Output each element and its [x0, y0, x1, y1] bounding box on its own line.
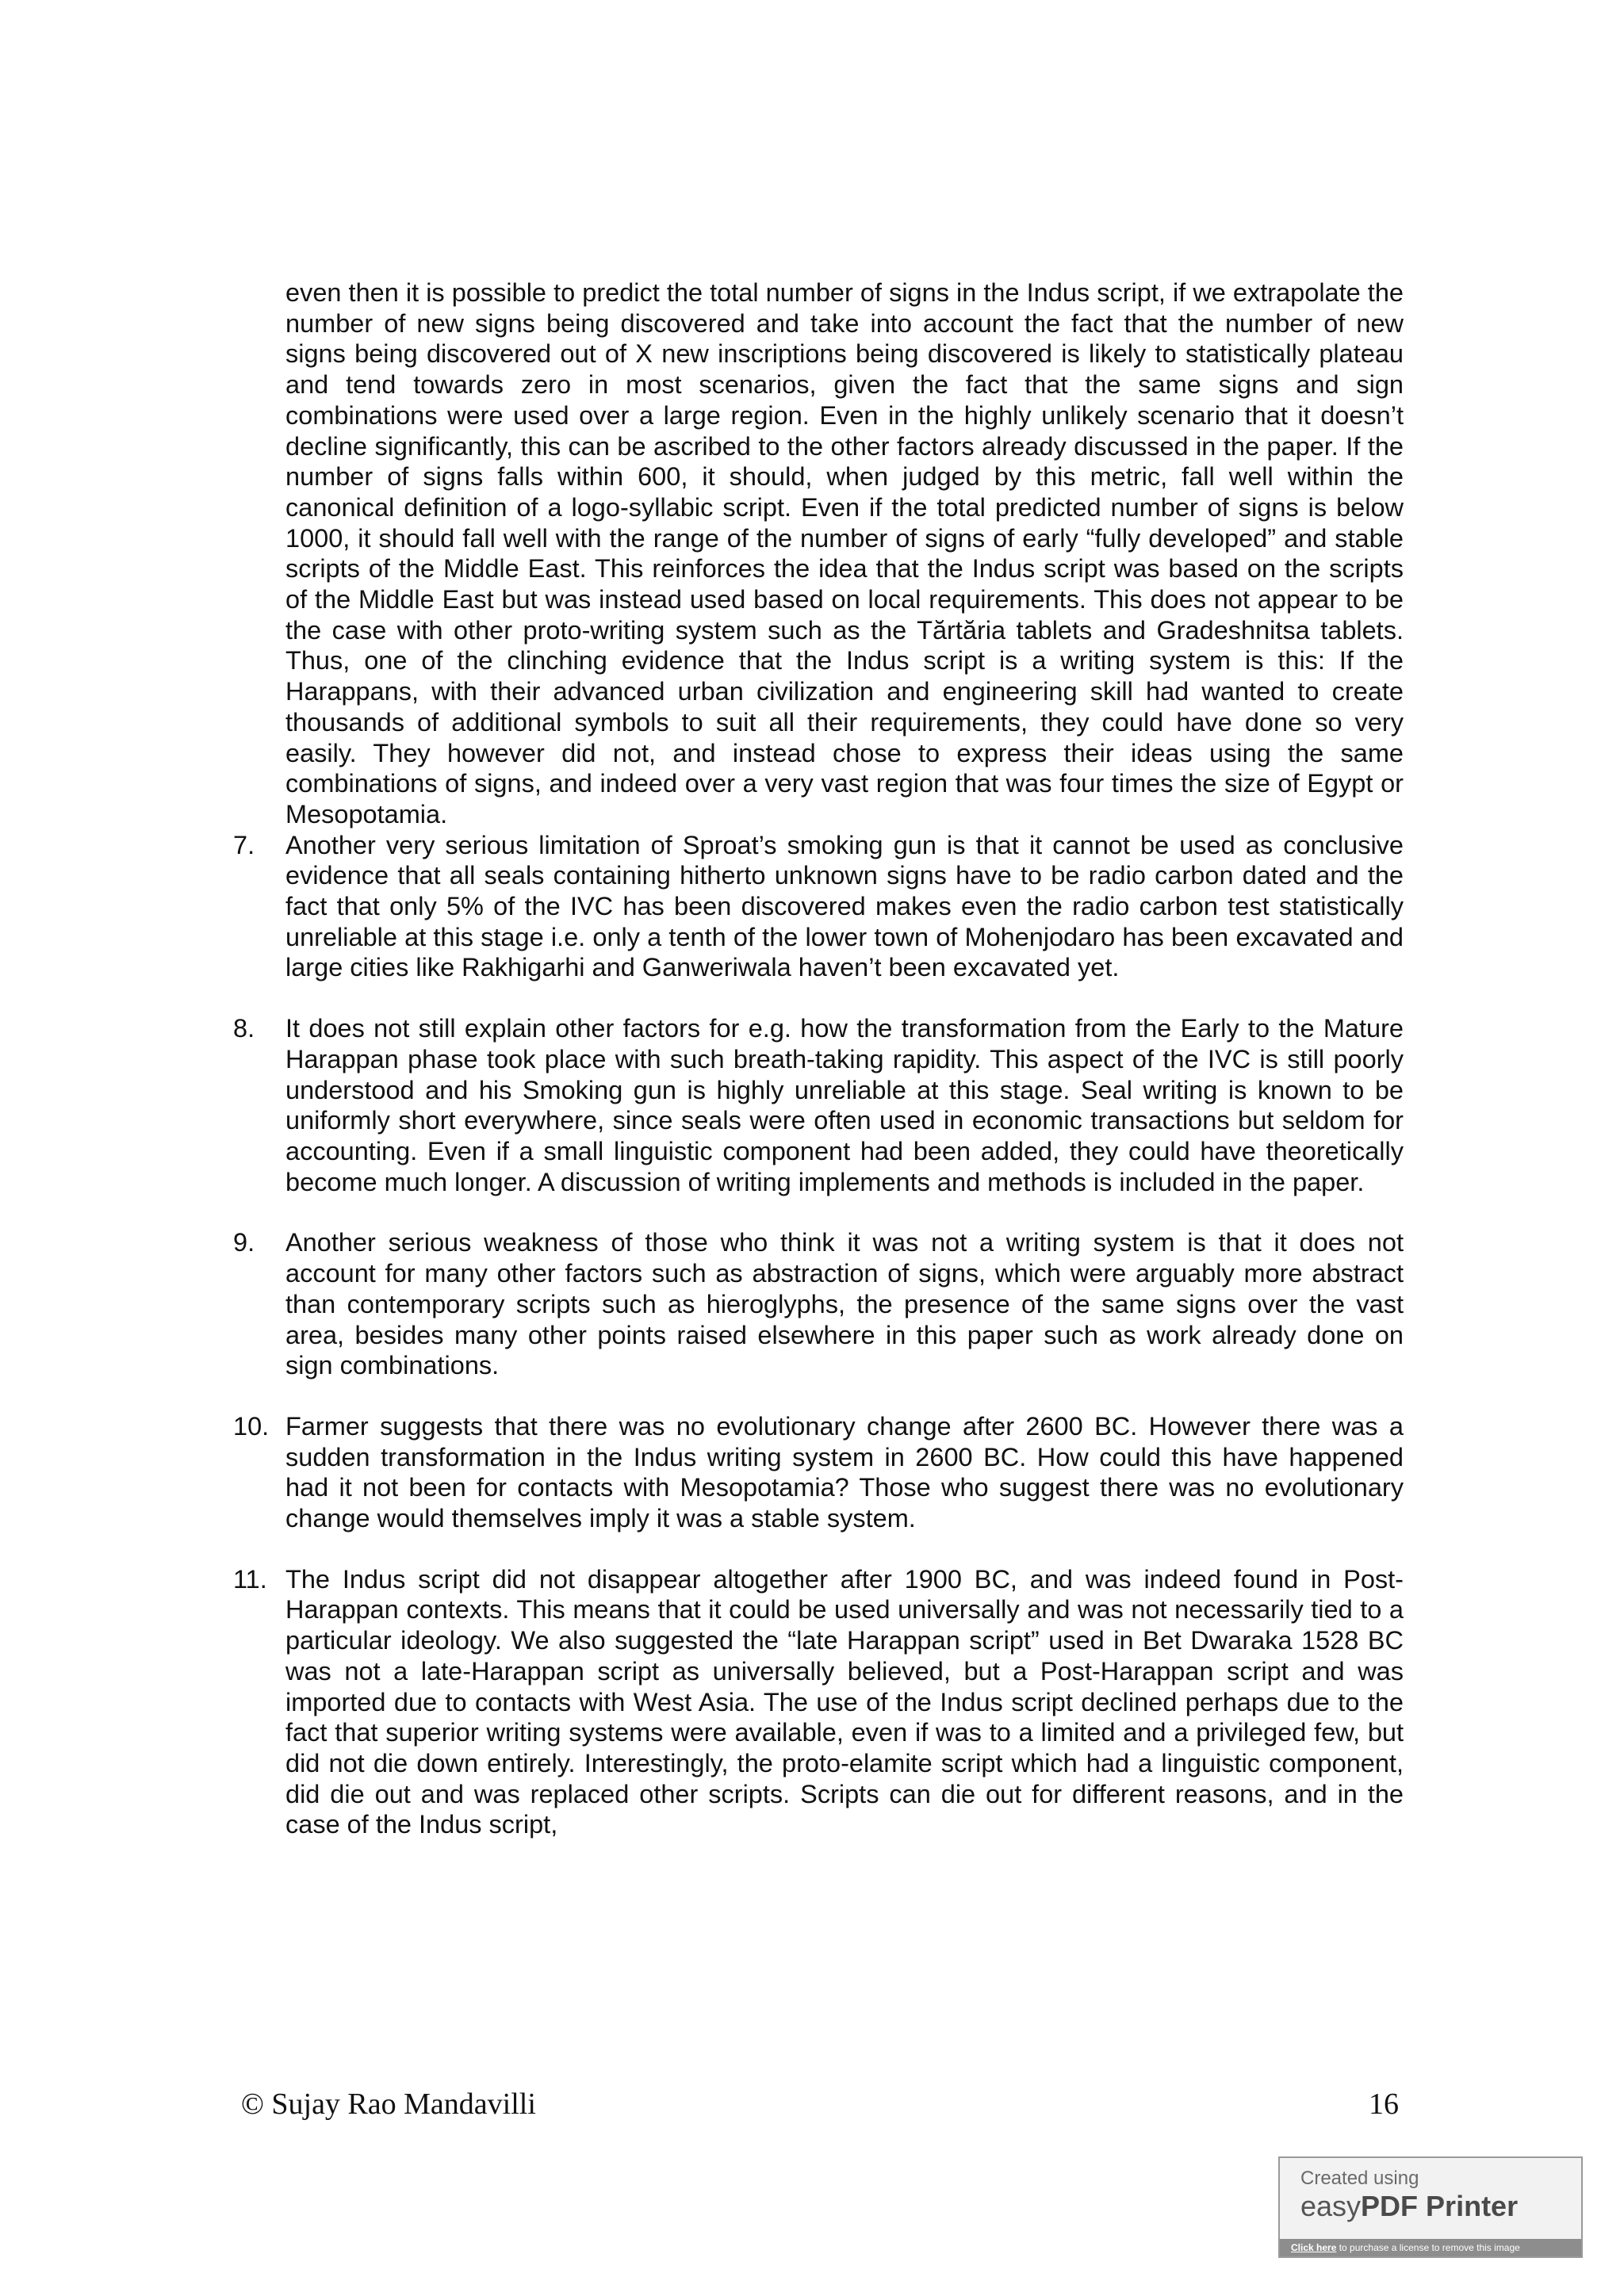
- list-item-text: The Indus script did not disappear altogether after 1900 BC, and was indeed found in Post-Harappan contexts. This means that it could be used universally and was not necessarily tied to a particular ideology. We also suggested the “late Harappan script” used in Bet Dwaraka 1528 BC was not a late-Harappan script as universally believed, but a Post-Harappan script and was imported due to contacts with West Asia. The use of the Indus script declined perhaps due to the fact that superior writing systems were available, even if was to a limited and a privileged few, but did not die down entirely. Interestingly, the proto-elamite script which had a linguistic component, did die out and was replaced other scripts. Scripts can die out for different reasons, and in the case of the Indus script,: [285, 1564, 1404, 1839]
- list-item-number: 9.: [233, 1228, 255, 1257]
- page-body: [233, 277, 1404, 1870]
- list-item: [233, 1227, 1404, 1381]
- list-item-text: Another serious weakness of those who think it was not a writing system is that it does not account for many other factors such as abstraction of signs, which were arguably more abstract than contemporary scripts such as hieroglyphs, the presence of the same signs over the vast area, besides many other points raised elsewhere in this paper such as work already done on sign combinations.: [285, 1228, 1404, 1380]
- list-item-text: Farmer suggests that there was no evolutionary change after 2600 BC. However there was a sudden transformation in the Indus writing system in 2600 BC. How could this have happened had it not been for contacts with Mesopotamia? Those who suggest there was no evolutionary change would themselves imply it was a stable system.: [285, 1411, 1404, 1533]
- list-item-number: 10.: [233, 1411, 270, 1441]
- watermark-brand: [1300, 2190, 1518, 2223]
- list-item-number: 11.: [233, 1564, 267, 1594]
- list-item-text: It does not still explain other factors for e.g. how the transformation from the Early to the Mature Harappan phase took place with such breath-taking rapidity. This aspect of the IVC is still poorly understood and his Smoking gun is highly unreliable at this stage. Seal writing is known to be uniformly short everywhere, since seals were often used in economic transactions but seldom for accounting. Even if a small linguistic component had been added, they could have theoretically become much longer. A discussion of writing implements and methods is included in the paper.: [285, 1014, 1404, 1196]
- watermark-link-rest: to purchase a license to remove this image: [1336, 2242, 1520, 2253]
- watermark-click-here-link[interactable]: Click here: [1291, 2242, 1337, 2253]
- list-item: [233, 1013, 1404, 1197]
- intro-paragraph: even then it is possible to predict the total number of signs in the Indus script, if we extrapolate the number of new signs being discovered and take into account the fact that the number of new signs being discovered out of X new inscriptions being discovered is likely to statistically plateau and tend towards zero in most scenarios, given the fact that the same signs and sign combinations were used over a large region. Even in the highly unlikely scenario that it doesn’t decline significantly, this can be ascribed to the other factors already discussed in the paper. If the number of signs falls within 600, it should, when judged by this metric, fall well within the canonical definition of a logo-syllabic script. Even if the total predicted number of signs is below 1000, it should fall well with the range of the number of signs of early “fully developed” and stable scripts of the Middle East. This reinforces the idea that the Indus script was based on the scripts of the Middle East but was instead used based on local requirements. This does not appear to be the case with other proto-writing system such as the Tărtăria tablets and Gradeshnitsa tablets. Thus, one of the clinching evidence that the Indus script is a writing system is this: If the Harappans, with their advanced urban civilization and engineering skill had wanted to create thousands of additional symbols to suit all their requirements, they could have done so very easily. They however did not, and instead chose to express their ideas using the same combinations of signs, and indeed over a very vast region that was four times the size of Egypt or Mesopotamia.: [285, 278, 1404, 828]
- list-item: [233, 1411, 1404, 1534]
- list-item: [233, 830, 1404, 984]
- list-item-number: 8.: [233, 1014, 255, 1043]
- list-item-number: 7.: [233, 830, 255, 859]
- watermark-created-using: Created using: [1300, 2168, 1419, 2189]
- footer-copyright: © Sujay Rao Mandavilli: [241, 2087, 536, 2121]
- numbered-list: [233, 830, 1404, 1840]
- watermark-brand-main: PDF Printer: [1361, 2190, 1519, 2222]
- footer-page-number: 16: [1369, 2087, 1399, 2121]
- watermark-license-bar[interactable]: [1280, 2239, 1581, 2256]
- page-footer: [241, 2087, 1399, 2122]
- list-item: [233, 1564, 1404, 1840]
- list-item-text: Another very serious limitation of Sproat’s smoking gun is that it cannot be used as conclusive evidence that all seals containing hitherto unknown signs have to be radio carbon dated and the fact that only 5% of the IVC has been discovered makes even the radio carbon test statistically unreliable at this stage i.e. only a tenth of the lower town of Mohenjodaro has been excavated and large cities like Rakhigarhi and Ganweriwala haven’t been excavated yet.: [285, 830, 1404, 982]
- easypdf-watermark[interactable]: [1278, 2156, 1583, 2258]
- watermark-brand-prefix: easy: [1300, 2190, 1362, 2222]
